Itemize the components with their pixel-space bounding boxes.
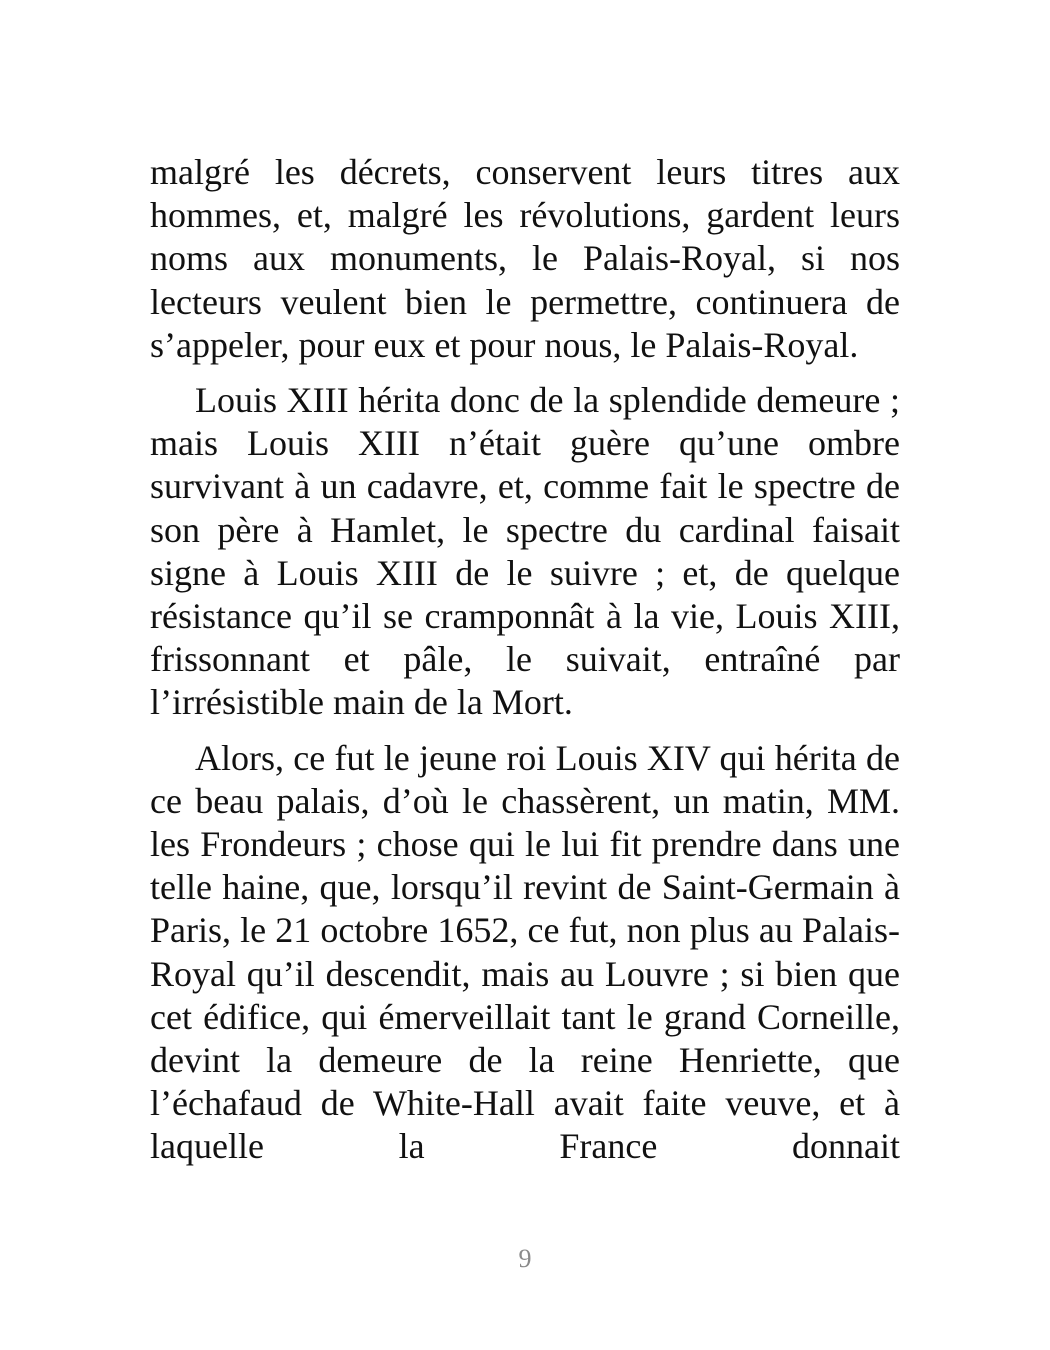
paragraph-louis-xiv: Alors, ce fut le jeune roi Louis XIV qui hérita de ce beau palais, d’où le chassèrent, un matin, MM. les Frondeurs ; chose qui le lui fit prendre dans une telle haine, que, lorsqu’il revint de Saint-Germain à Paris, le 21 octobre 1652, ce fut, non plus au Palais-Royal qu’il descendit, mais au Louvre ; si bien que cet édifice, qui émerveillait tant le grand Corneille, devint la demeure de la reine Henriette, que l’échafaud de White-Hall avait faite veuve, et à laquelle la France donnait [150,737,900,1167]
paragraph-continuation: malgré les décrets, conservent leurs titres aux hommes, et, malgré les révolutions, gardent leurs noms aux monuments, le Palais-Royal, si nos lecteurs veulent bien le permettre, continuera de s’appeler, pour eux et pour nous, le Palais-Royal. [150,152,900,365]
paragraph-louis-xiii: Louis XIII hérita donc de la splendide demeure ; mais Louis XIII n’était guère qu’une ombre survivant à un cadavre, et, comme fait le spectre de son père à Hamlet, le spectre du cardinal faisait signe à Louis XIII de le suivre ; et, de quelque résistance qu’il se cramponnât à la vie, Louis XIII, frissonnant et pâle, le suivait, entraîné par l’irrésistible main de la Mort. [150,380,900,723]
body-text [150,151,900,1181]
page-number: 9 [518,1244,532,1273]
